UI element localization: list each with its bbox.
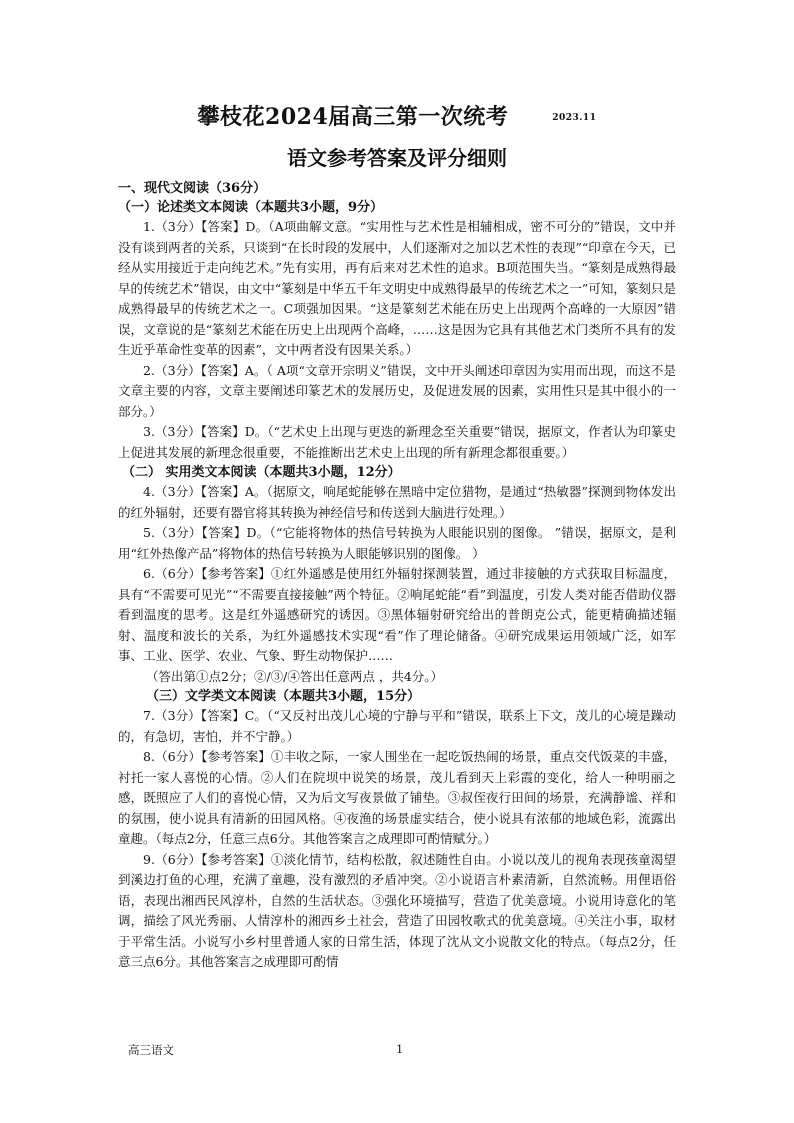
answer-q1: 1.（3分）【答案】D。（A项曲解文意。“实用性与艺术性是相辅相成，密不可分的”错误，文中并没有谈到两者的关系，只谈到“在长时段的发展中，人们逐渐对之加以艺术性的表现”“印章在今天，已经从实用接近于走向纯艺术。”先有实用，再有后来对艺术性的追求。B项范围失当。“篆刻是成熟得最早的传统艺术”错误，由文中“篆刻是中华五千年文明史中成熟得最早的传统艺术之一”可知，篆刻只是成熟得最早的传统艺术之一。C项强加因果。“这是篆刻艺术能在历史上出现两个高峰的一大原因”错误，文章说的是“篆刻艺术能在历史上出现两个高峰，……这是因为它具有其他艺术门类所不具有的发生近乎革命性变革的因素”，文中两者没有因果关系。） [118,219,676,357]
subsection-heading-2: （二） 实用类文本阅读（本题共3小题，12分） [122,465,401,480]
subsection-heading-3: （三）文学类文本阅读（本题共3小题，15分） [146,689,421,704]
answer-q6-scoring-note: （答出第①点2分；②/③/④答出任意两点 ，共4分。） [146,668,444,684]
answer-q8: 8.（6分）【参考答案】①丰收之际，一家人围坐在一起吃饭热闹的场景，重点交代饭菜的丰盛，衬托一家人喜悦的心情。②人们在院坝中说笑的场景，茂儿看到天上彩霞的变化，给人一种明丽之感，既照应了人们的喜悦心情，又为后文写夜景做了铺垫。③叔侄夜行田间的场景，充满静谧、祥和的氛围，使小说具有清新的田园风格。④夜渔的场景虚实结合，使小说具有浓郁的地域色彩，流露出童趣。（每点2分，任意三点6分。其他答案言之成理即可酌情赋分。） [118,749,676,846]
subsection-heading-1: （一）论述类文本阅读（本题共3小题，9分） [118,200,384,215]
answer-q5: 5.（3分）【答案】D。（“它能将物体的热信号转换为人眼能识别的图像。 ”错误，据原文，是利用“红外热像产品”将物体的热信号转换为人眼能够识别的图像。 ） [118,525,676,561]
document-subtitle: 语文参考答案及评分细则 [287,146,507,170]
page-footer [128,1042,668,1058]
footer-subject: 高三语文 [128,1043,174,1057]
exam-title-text: 攀枝花2024届高三第一次统考 [197,104,509,130]
answer-q7: 7.（3分）【答案】C。（“又反衬出茂儿心境的宁静与平和”错误，联系上下文，茂儿的心境是躁动的，有急切，害怕，并不宁静。） [118,708,676,744]
page-number: 1 [396,1042,404,1056]
answer-q3: 3.（3分）【答案】D。（“艺术史上出现与更迭的新理念至关重要”错误，据原文，作者认为印篆史上促进其发展的新理念很重要，不能推断出艺术史上出现的所有新理念都很重要。） [118,424,676,460]
answer-q9: 9.（6分）【参考答案】①淡化情节，结构松散，叙述随性自由。小说以茂儿的视角表现孩童渴望到溪边打鱼的心理，充满了童趣，没有激烈的矛盾冲突。②小说语言朴素清新，自然流畅。用俚语俗语，表现出湘西民风淳朴，自然的生活状态。③强化环境描写，营造了优美意境。小说用诗意化的笔调，描绘了风光秀丽、人情淳朴的湘西乡土社会，营造了田园牧歌式的优美意境。④关注小事，取材于平常生活。小说写小乡村里普通人家的日常生活，体现了沈从文小说散文化的特点。（每点2分，任意三点6分。其他答案言之成理即可酌情 [118,851,676,969]
section-heading-1: 一、现代文阅读（36分） [118,181,267,196]
exam-date: 2023.11 [552,113,597,123]
answer-body [118,180,676,973]
answer-q2: 2.（3分）【答案】A。（ A项“文章开宗明义”错误，文中开头阐述印章因为实用而出现，而这不是文章主要的内容，文章主要阐述印篆艺术的发展历史，及促进发展的因素，实用性只是其中很小的一部分。） [118,362,676,419]
answer-q6: 6.（6分）【参考答案】①红外遥感是使用红外辐射探测装置，通过非接触的方式获取目标温度，具有“不需要可见光”“不需要直接接触”两个特征。②响尾蛇能“看”到温度，引发人类对能否借助仪器看到温度的思考。这是红外遥感研究的诱因。③黑体辐射研究给出的普朗克公式，能更精确描述辐射、温度和波长的关系，为红外遥感技术实现“看”作了理论储备。④研究成果运用领域广泛，如军事、工业、医学、农业、气象、野生动物保护…… [118,566,676,663]
exam-title [0,100,794,131]
answer-q4: 4.（3分）【答案】A。（据原文，响尾蛇能够在黑暗中定位猎物，是通过“热敏器”探测到物体发出的红外辐射，还要有器官将其转换为神经信号和传送到大脑进行处理。） [118,484,676,520]
